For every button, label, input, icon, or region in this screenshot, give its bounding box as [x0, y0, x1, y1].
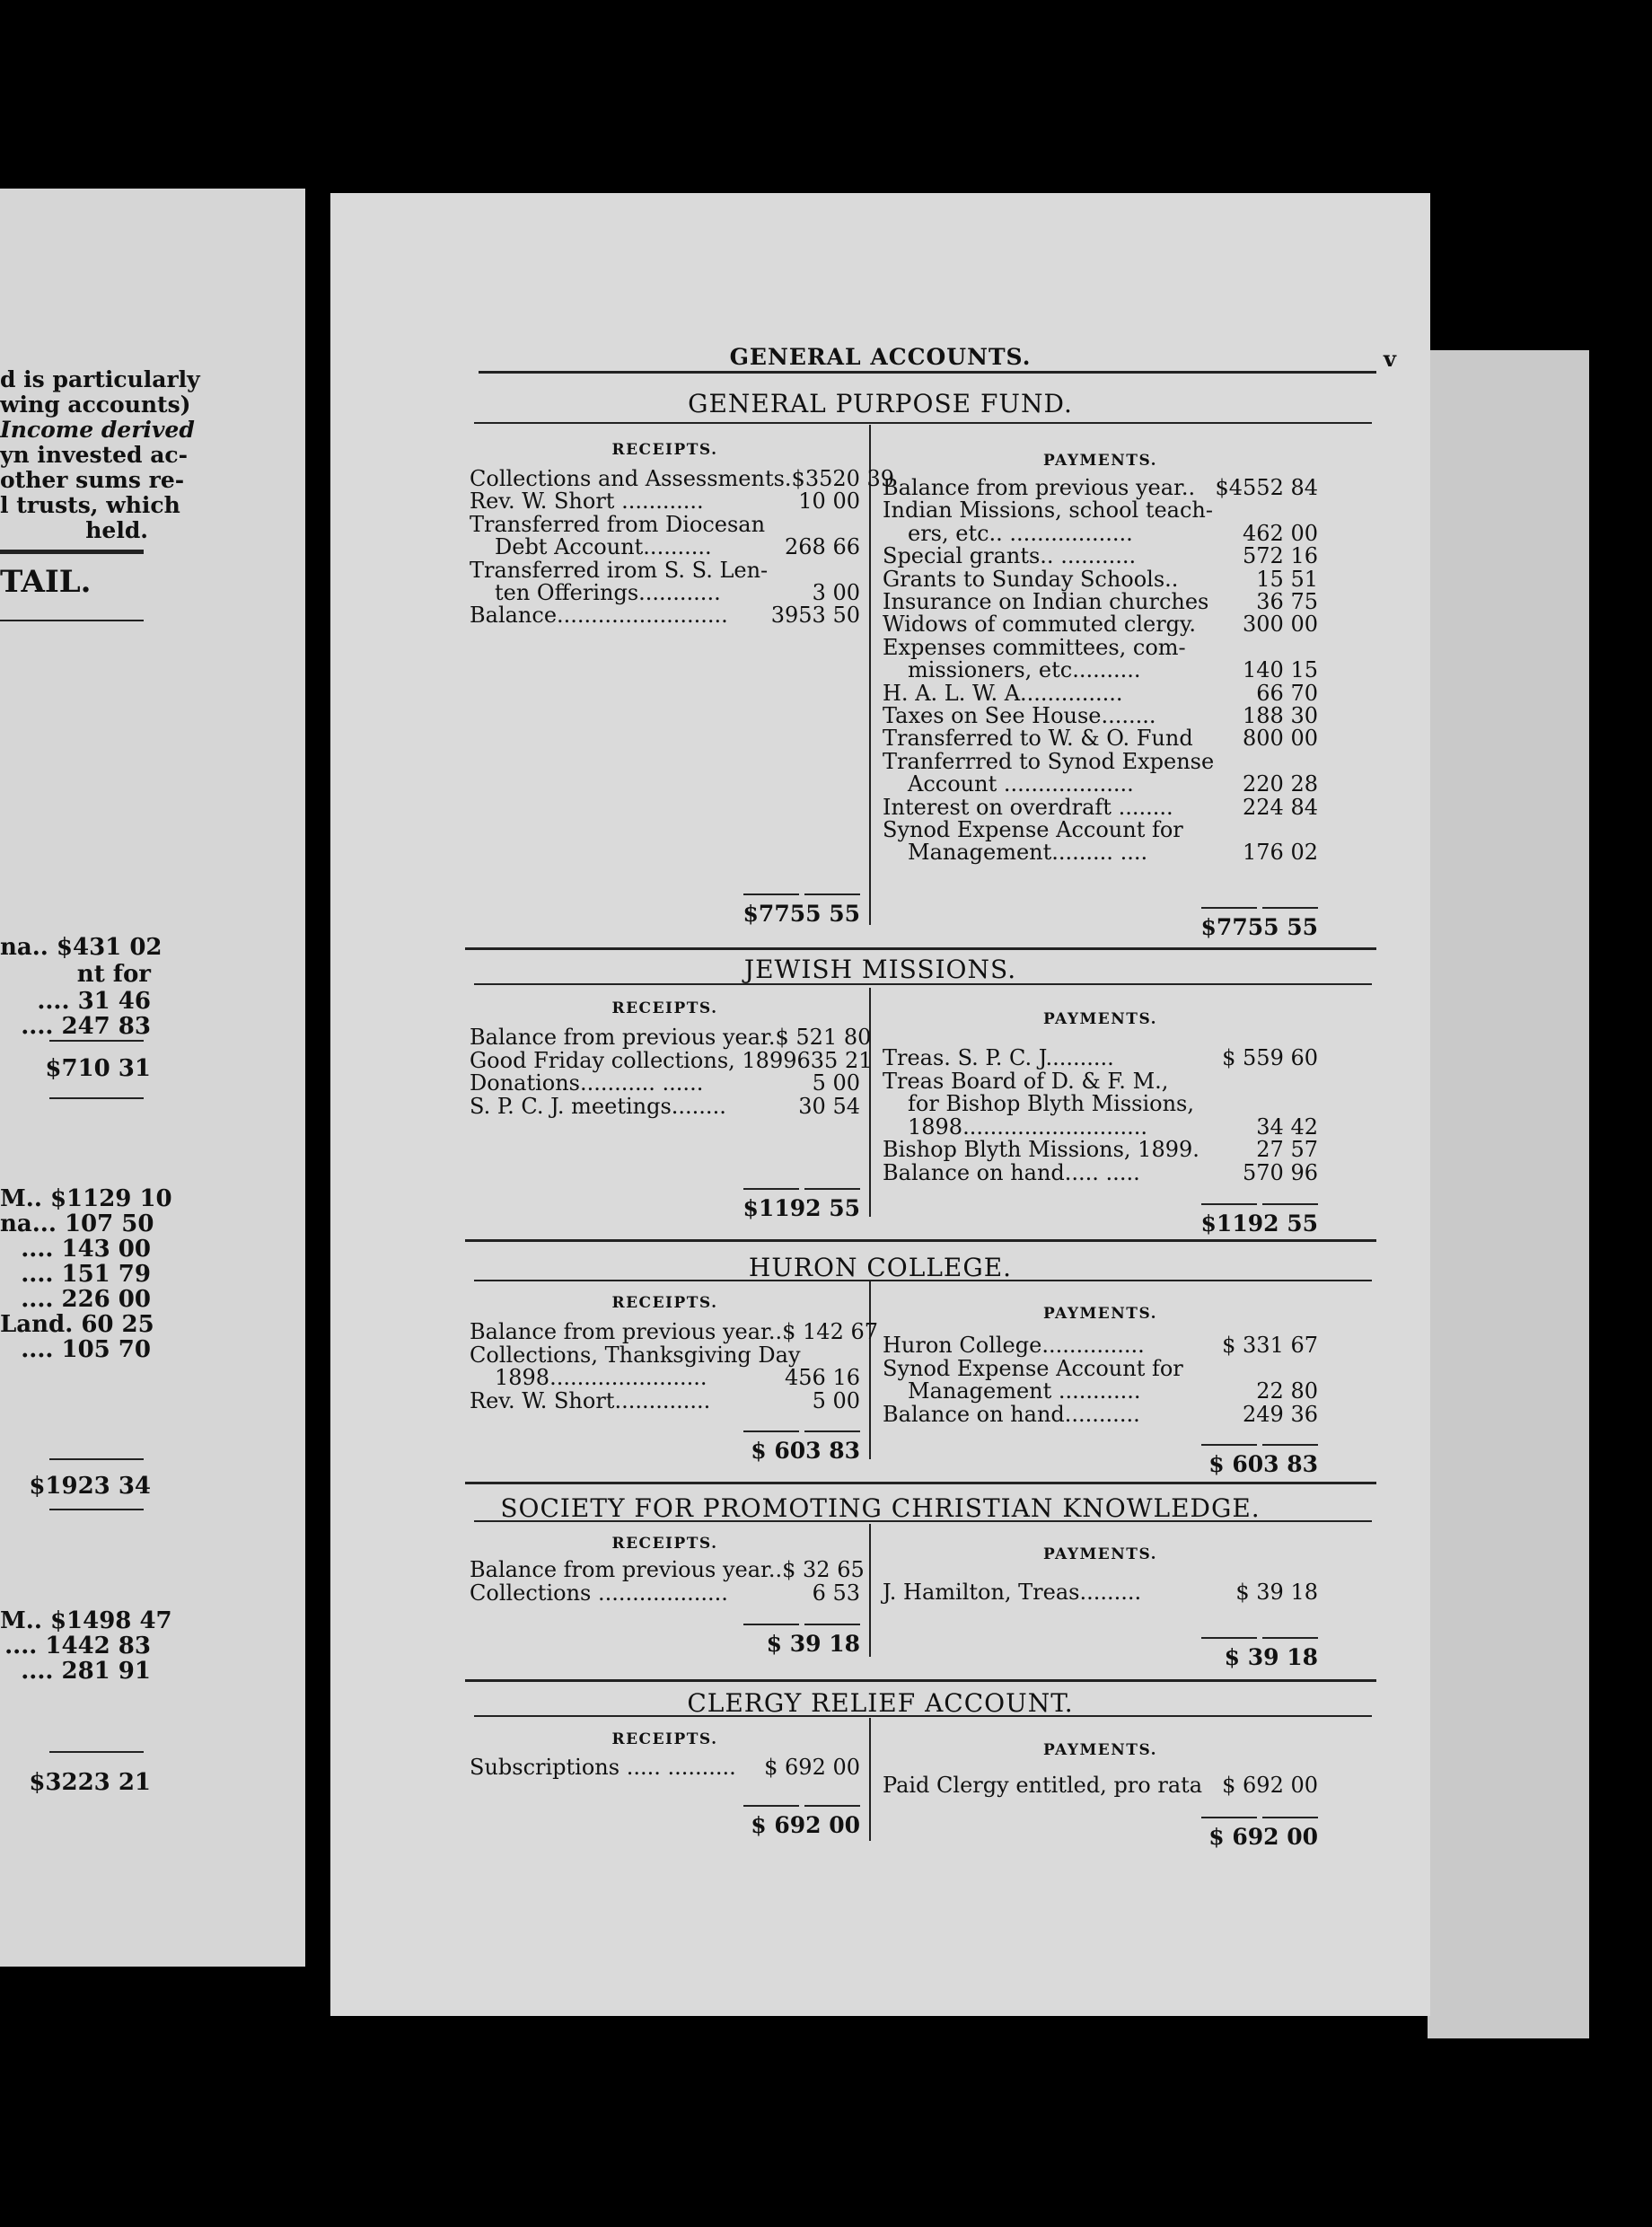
receipt-row: [470, 1047, 873, 1073]
receipts-total: $ 692 00: [751, 1812, 860, 1838]
section-bottom-rule: [465, 1482, 1376, 1484]
line-item-label: Insurance on Indian churches: [883, 589, 1209, 614]
line-item-amount: 6 53: [812, 1580, 860, 1606]
left-amount-row: [0, 1013, 151, 1040]
line-item-amount: 34 42: [1256, 1114, 1318, 1140]
section-rule: [474, 1715, 1372, 1717]
payments-heading: PAYMENTS.: [1042, 1305, 1158, 1323]
left-text-line: wing accounts): [0, 392, 191, 418]
left-amount-row: [0, 1261, 151, 1288]
column-divider: [869, 1524, 871, 1657]
line-item-amount: 635 21: [796, 1047, 873, 1073]
line-item-label: Account ...................: [908, 771, 1134, 797]
column-divider: [869, 988, 871, 1217]
left-amount-label: ....: [21, 1013, 62, 1040]
payments-heading: PAYMENTS.: [1042, 1741, 1158, 1759]
section-title: JEWISH MISSIONS.: [743, 955, 1017, 984]
line-item-amount: 5 00: [812, 1070, 860, 1096]
total-rule: [1262, 1444, 1318, 1446]
total-rule: [1201, 1637, 1257, 1639]
payment-row: [883, 612, 1318, 636]
payment-row: [883, 590, 1318, 613]
receipts-heading: RECEIPTS.: [611, 441, 718, 459]
payments-total: $ 39 18: [1224, 1644, 1318, 1670]
left-text-line: l trusts, which: [0, 492, 180, 518]
payment-row: [883, 1357, 1318, 1380]
left-amount-row: [0, 1633, 151, 1659]
line-item-amount: 456 16: [785, 1365, 860, 1390]
left-text-line: yn invested ac-: [0, 442, 189, 468]
payment-row: [883, 818, 1318, 841]
left-amount-row: [0, 1185, 172, 1212]
total-rule: [743, 893, 799, 895]
line-item-amount: $ 692 00: [1222, 1773, 1318, 1798]
left-amount-value: $1923 34: [29, 1473, 151, 1500]
line-item-amount: 27 57: [1256, 1137, 1318, 1162]
line-item-amount: 220 28: [1243, 771, 1318, 797]
left-amount-value: $431 02: [56, 934, 163, 961]
total-rule: [1201, 1203, 1257, 1205]
line-item-label: Interest on overdraft ........: [883, 794, 1173, 820]
line-item-amount: 462 00: [1243, 520, 1318, 546]
payment-row: [883, 1334, 1318, 1357]
line-item-amount: 66 70: [1256, 680, 1318, 706]
receipts-heading: RECEIPTS.: [611, 999, 718, 1017]
total-rule: [743, 1805, 799, 1807]
line-item-label: H. A. L. W. A...............: [883, 680, 1123, 706]
payment-row: [883, 1138, 1318, 1161]
receipt-row: [470, 1389, 860, 1413]
section-bottom-rule: [465, 1239, 1376, 1242]
left-text-line: d is particularly: [0, 366, 200, 392]
background-page-edge: [1428, 350, 1589, 2038]
payment-row: [883, 750, 1318, 773]
line-item-label: Treas Board of D. & F. M.,: [883, 1068, 1169, 1094]
left-amount-value: $710 31: [45, 1055, 151, 1082]
receipt-row: [470, 603, 860, 627]
line-item-label: Huron College...............: [883, 1333, 1145, 1358]
payments-heading: PAYMENTS.: [1042, 1010, 1158, 1028]
line-item-amount: $ 692 00: [764, 1755, 860, 1780]
receipt-row: [470, 1319, 879, 1344]
line-item-label: Good Friday collections, 1899: [470, 1047, 797, 1073]
payment-row: [883, 1580, 1318, 1604]
left-amount-value: 1442 83: [45, 1633, 151, 1659]
line-item-amount: 22 80: [1256, 1378, 1318, 1404]
line-item-label: Transferred to W. & O. Fund: [883, 726, 1193, 752]
total-rule: [1262, 907, 1318, 909]
payment-row: [883, 476, 1318, 499]
line-item-amount: 188 30: [1243, 703, 1318, 728]
left-amount-row: [0, 1336, 151, 1363]
line-item-label: Management......... ....: [908, 840, 1148, 866]
payment-row: [883, 796, 1318, 819]
total-rule: [804, 1805, 860, 1807]
header-rule: [479, 371, 1376, 374]
line-item-amount: 5 00: [812, 1387, 860, 1413]
total-rule: [1262, 1203, 1318, 1205]
line-item-amount: $3520 39: [791, 466, 895, 491]
left-total-rule: [49, 1458, 144, 1460]
line-item-label: Tranferrred to Synod Expense: [883, 748, 1215, 774]
receipt-row: [470, 1557, 865, 1582]
line-item-amount: 224 84: [1243, 794, 1318, 820]
line-item-label: Grants to Sunday Schools..: [883, 566, 1179, 592]
left-amount-row: [0, 1210, 154, 1237]
line-item-label: Balance from previous year.: [470, 1025, 776, 1050]
payment-row: [883, 658, 1318, 682]
payment-row: [883, 1115, 1318, 1139]
line-item-label: for Bishop Blyth Missions,: [908, 1091, 1194, 1116]
left-amount-row: [0, 961, 151, 988]
page-number: v: [1384, 346, 1396, 372]
left-amount-value: 247 83: [61, 1013, 151, 1040]
left-amount-row: [0, 1055, 151, 1082]
line-item-label: Rev. W. Short ............: [470, 489, 704, 515]
left-amount-row: [0, 1769, 151, 1796]
payment-row: [883, 1774, 1318, 1797]
left-text-line: other sums re-: [0, 467, 185, 493]
left-rule: [0, 550, 144, 554]
line-item-label: Bishop Blyth Missions, 1899.: [883, 1137, 1199, 1162]
total-rule: [1262, 1817, 1318, 1818]
left-rule: [0, 620, 144, 621]
left-amount-value: 151 79: [61, 1261, 151, 1288]
receipt-row: [470, 1756, 860, 1779]
left-amount-label: ....: [4, 1633, 46, 1659]
left-amount-label: ....: [21, 1658, 62, 1685]
receipts-total: $7755 55: [743, 901, 860, 927]
left-amount-row: [0, 1658, 151, 1685]
line-item-amount: 140 15: [1243, 657, 1318, 683]
line-item-label: Balance from previous year..: [883, 475, 1196, 500]
page-title: GENERAL ACCOUNTS.: [729, 344, 1032, 370]
line-item-label: J. Hamilton, Treas.........: [883, 1580, 1142, 1605]
line-item-label: Management ............: [908, 1378, 1141, 1404]
payment-row: [883, 682, 1318, 705]
receipts-heading: RECEIPTS.: [611, 1730, 718, 1748]
receipt-row: [470, 1343, 860, 1367]
payment-row: [883, 568, 1318, 591]
left-amount-label: M..: [0, 1185, 50, 1212]
column-divider: [869, 425, 871, 925]
line-item-amount: $ 39 18: [1235, 1580, 1318, 1605]
line-item-label: Synod Expense Account for: [883, 817, 1183, 842]
left-amount-value: 105 70: [61, 1336, 151, 1363]
payments-heading: PAYMENTS.: [1042, 1545, 1158, 1563]
line-item-label: Rev. W. Short..............: [470, 1387, 711, 1413]
payments-total: $1192 55: [1200, 1210, 1318, 1237]
left-amount-label: na..: [0, 934, 57, 961]
line-item-label: S. P. C. J. meetings........: [470, 1093, 726, 1119]
line-item-amount: 570 96: [1243, 1159, 1318, 1185]
line-item-label: Debt Account..........: [495, 534, 712, 560]
line-item-amount: $ 331 67: [1222, 1333, 1318, 1358]
payment-row: [883, 772, 1318, 796]
left-amount-row: [0, 1286, 151, 1313]
left-amount-label: Land.: [0, 1311, 82, 1338]
line-item-amount: 3 00: [812, 580, 860, 605]
line-item-amount: 15 51: [1256, 566, 1318, 592]
payment-row: [883, 498, 1318, 522]
left-amount-row: [0, 1607, 172, 1634]
section-rule: [474, 1280, 1372, 1281]
payment-row: [883, 704, 1318, 727]
line-item-label: Collections and Assessments.: [470, 466, 792, 491]
line-item-amount: 36 75: [1256, 589, 1318, 614]
receipt-row: [470, 1366, 860, 1389]
line-item-amount: 30 54: [798, 1093, 860, 1119]
receipt-row: [470, 1581, 860, 1605]
line-item-label: Paid Clergy entitled, pro rata: [883, 1773, 1203, 1798]
section-rule: [474, 422, 1372, 424]
line-item-label: Balance.........................: [470, 603, 728, 629]
line-item-label: Balance on hand...........: [883, 1401, 1140, 1427]
line-item-label: 1898...........................: [908, 1114, 1148, 1140]
line-item-amount: $ 32 65: [782, 1557, 865, 1582]
payment-row: [883, 1069, 1318, 1093]
left-amount-value: 143 00: [61, 1236, 151, 1263]
left-amount-label: M..: [0, 1607, 50, 1634]
payment-row: [883, 522, 1318, 545]
left-amount-row: [0, 1473, 151, 1500]
left-amount-row: [0, 988, 151, 1015]
left-amount-label: nt for: [76, 961, 151, 988]
left-text-line: held.: [85, 517, 148, 543]
left-amount-value: 107 50: [64, 1210, 154, 1237]
left-total-rule: [49, 1097, 144, 1099]
left-amount-row: [0, 1311, 154, 1338]
left-amount-row: [0, 934, 163, 961]
receipts-total: $1192 55: [743, 1195, 860, 1221]
total-rule: [743, 1188, 799, 1190]
payments-total: $7755 55: [1200, 914, 1318, 940]
receipt-row: [470, 1095, 860, 1118]
left-amount-value: 60 25: [81, 1311, 154, 1338]
left-amount-value: $1498 47: [49, 1607, 172, 1634]
line-item-label: 1898.......................: [495, 1365, 707, 1390]
receipts-total: $ 603 83: [751, 1438, 860, 1464]
total-rule: [1201, 1817, 1257, 1818]
receipt-row: [470, 489, 860, 513]
line-item-amount: 10 00: [798, 489, 860, 515]
section-title: HURON COLLEGE.: [748, 1253, 1013, 1282]
left-amount-value: 31 46: [77, 988, 151, 1015]
line-item-label: Widows of commuted clergy.: [883, 612, 1197, 638]
line-item-label: Collections ...................: [470, 1580, 728, 1606]
line-item-amount: 300 00: [1243, 612, 1318, 638]
left-amount-label: ....: [37, 988, 78, 1015]
payment-row: [883, 1379, 1318, 1403]
payments-total: $ 603 83: [1208, 1451, 1318, 1477]
left-amount-label: ....: [21, 1336, 62, 1363]
section-title: CLERGY RELIEF ACCOUNT.: [687, 1688, 1074, 1718]
line-item-label: Transferred from Diocesan: [470, 511, 766, 537]
section-rule: [474, 1520, 1372, 1522]
total-rule: [804, 1624, 860, 1625]
section-title: GENERAL PURPOSE FUND.: [688, 389, 1073, 418]
receipt-row: [470, 581, 860, 604]
line-item-label: Expenses committees, com-: [883, 634, 1186, 660]
left-text-line: Income derived: [0, 417, 195, 443]
line-item-label: Balance from previous year..: [470, 1319, 783, 1344]
receipts-heading: RECEIPTS.: [611, 1535, 718, 1553]
total-rule: [804, 893, 860, 895]
line-item-label: Indian Missions, school teach-: [883, 497, 1213, 524]
left-amount-row: [0, 1236, 151, 1263]
line-item-label: Taxes on See House........: [883, 703, 1156, 728]
payment-row: [883, 544, 1318, 568]
receipt-row: [470, 535, 860, 559]
payment-row: [883, 1092, 1318, 1115]
line-item-label: Transferred irom S. S. Len-: [470, 557, 769, 583]
line-item-label: Donations........... ......: [470, 1070, 704, 1096]
section-title: SOCIETY FOR PROMOTING CHRISTIAN KNOWLEDGE.: [500, 1493, 1261, 1523]
payment-row: [883, 1161, 1318, 1184]
total-rule: [804, 1188, 860, 1190]
section-rule: [474, 983, 1372, 985]
receipt-row: [470, 1025, 872, 1050]
line-item-amount: $ 142 67: [782, 1319, 879, 1344]
line-item-label: Balance from previous year..: [470, 1557, 783, 1582]
left-total-rule: [49, 1509, 144, 1510]
line-item-label: Special grants.. ...........: [883, 543, 1137, 569]
total-rule: [743, 1430, 799, 1432]
total-rule: [804, 1430, 860, 1432]
payment-row: [883, 841, 1318, 864]
payment-row: [883, 636, 1318, 659]
left-partial-page: [0, 189, 305, 1967]
section-bottom-rule: [465, 1679, 1376, 1682]
left-amount-value: $3223 21: [29, 1769, 151, 1796]
left-amount-label: ....: [21, 1236, 62, 1263]
payment-row: [883, 1046, 1318, 1069]
ledger-page: [330, 193, 1430, 2016]
total-rule: [743, 1624, 799, 1625]
line-item-amount: 800 00: [1243, 726, 1318, 752]
line-item-amount: 572 16: [1243, 543, 1318, 569]
receipt-row: [470, 513, 860, 536]
line-item-label: Treas. S. P. C. J..........: [883, 1045, 1114, 1070]
line-item-label: ers, etc.. ..................: [908, 520, 1133, 546]
section-bottom-rule: [465, 947, 1376, 950]
line-item-label: Synod Expense Account for: [883, 1355, 1183, 1381]
left-total-rule: [49, 1040, 144, 1042]
receipt-row: [470, 1071, 860, 1095]
left-total-rule: [49, 1751, 144, 1753]
total-rule: [1201, 1444, 1257, 1446]
line-item-amount: $ 559 60: [1222, 1045, 1318, 1070]
line-item-amount: 3953 50: [770, 603, 860, 629]
line-item-label: Collections, Thanksgiving Day: [470, 1342, 801, 1368]
payment-row: [883, 1403, 1318, 1426]
payment-row: [883, 726, 1318, 750]
total-rule: [1262, 1637, 1318, 1639]
receipts-total: $ 39 18: [766, 1631, 860, 1657]
line-item-label: missioners, etc..........: [908, 657, 1141, 683]
receipt-row: [470, 559, 860, 582]
receipts-heading: RECEIPTS.: [611, 1294, 718, 1312]
total-rule: [1201, 907, 1257, 909]
left-amount-value: 226 00: [61, 1286, 151, 1313]
column-divider: [869, 1718, 871, 1841]
left-amount-label: ....: [21, 1261, 62, 1288]
line-item-amount: 268 66: [785, 534, 860, 560]
line-item-label: Subscriptions ..... ..........: [470, 1755, 736, 1780]
left-amount-label: na...: [0, 1210, 65, 1237]
line-item-amount: $ 521 80: [775, 1025, 872, 1050]
payments-heading: PAYMENTS.: [1042, 452, 1158, 470]
line-item-label: ten Offerings............: [495, 580, 721, 605]
column-divider: [869, 1281, 871, 1459]
receipt-row: [470, 466, 895, 491]
line-item-label: Balance on hand..... .....: [883, 1159, 1140, 1185]
line-item-amount: $4552 84: [1215, 475, 1318, 500]
line-item-amount: 249 36: [1243, 1401, 1318, 1427]
line-item-amount: 176 02: [1243, 840, 1318, 866]
left-amount-value: $1129 10: [49, 1185, 172, 1212]
payments-total: $ 692 00: [1208, 1824, 1318, 1850]
left-heading: TAIL.: [0, 564, 92, 600]
left-amount-value: 281 91: [61, 1658, 151, 1685]
left-amount-label: ....: [21, 1286, 62, 1313]
